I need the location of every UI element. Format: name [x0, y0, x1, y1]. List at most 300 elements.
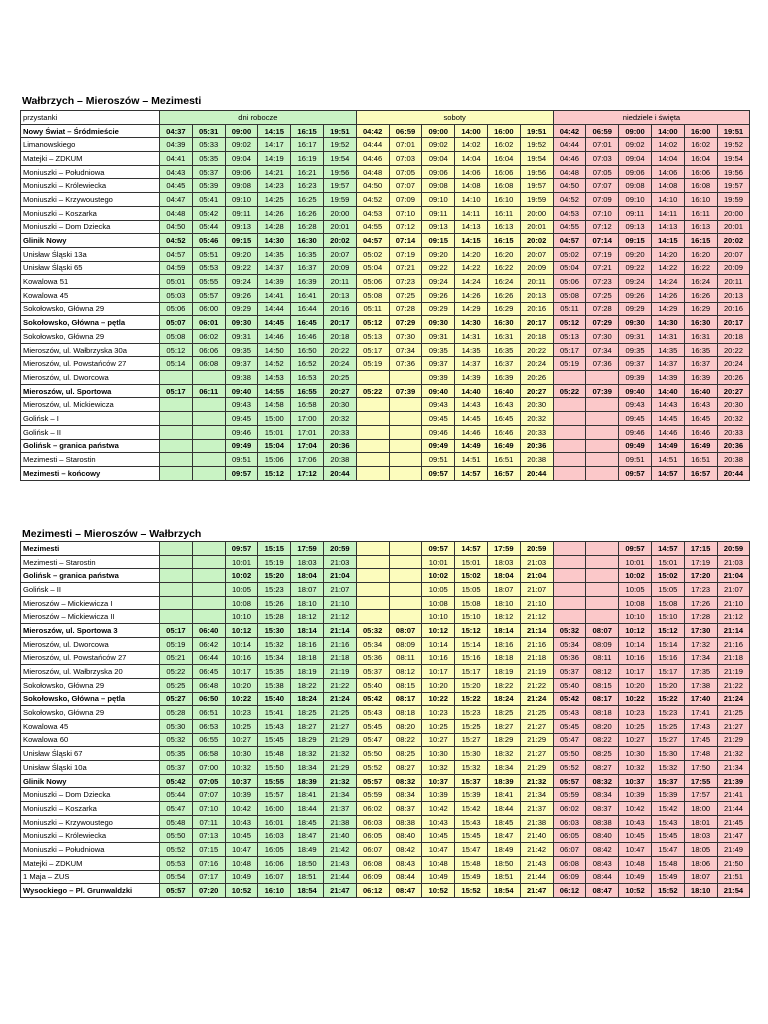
departure-time: 21:27	[717, 719, 750, 733]
departure-time: 10:23	[422, 706, 455, 720]
departure-time: 17:06	[291, 453, 324, 467]
departure-time: 19:54	[717, 152, 750, 166]
departure-time: 05:42	[160, 774, 193, 788]
departure-time	[160, 425, 193, 439]
departure-time: 18:05	[684, 843, 717, 857]
departure-time: 20:09	[520, 261, 553, 275]
departure-time: 21:44	[520, 870, 553, 884]
departure-time: 18:19	[291, 665, 324, 679]
table-row	[21, 555, 750, 569]
departure-time: 21:37	[323, 802, 356, 816]
departure-time: 14:30	[651, 316, 684, 330]
departure-time	[356, 453, 389, 467]
departure-time: 21:27	[520, 719, 553, 733]
departure-time: 07:28	[586, 302, 619, 316]
departure-time: 20:36	[520, 439, 553, 453]
departure-time: 15:06	[258, 453, 291, 467]
departure-time	[356, 425, 389, 439]
departure-time: 18:34	[487, 761, 520, 775]
departure-time: 04:48	[553, 165, 586, 179]
departure-time: 14:20	[651, 247, 684, 261]
departure-time: 05:57	[192, 288, 225, 302]
departure-time: 19:54	[520, 152, 553, 166]
departure-time: 21:19	[717, 665, 750, 679]
departure-time: 07:12	[389, 220, 422, 234]
departure-time: 08:37	[586, 802, 619, 816]
departure-time: 06:03	[553, 815, 586, 829]
departure-time: 04:46	[356, 152, 389, 166]
departure-time: 10:02	[619, 569, 652, 583]
departure-time: 10:16	[225, 651, 258, 665]
departure-time	[389, 610, 422, 624]
stop-name: Moniuszki – Dom Dziecka	[21, 788, 160, 802]
departure-time: 09:26	[422, 288, 455, 302]
departure-time: 16:10	[487, 193, 520, 207]
departure-time: 15:32	[455, 761, 488, 775]
departure-time: 08:42	[389, 843, 422, 857]
departure-time: 14:49	[455, 439, 488, 453]
departure-time: 05:04	[356, 261, 389, 275]
departure-time: 17:57	[684, 788, 717, 802]
departure-time: 16:00	[684, 124, 717, 138]
departure-time	[192, 596, 225, 610]
departure-time: 10:10	[619, 610, 652, 624]
departure-time: 07:07	[192, 788, 225, 802]
stop-name: Limanowskiego	[21, 138, 160, 152]
departure-time	[586, 583, 619, 597]
departure-time: 14:41	[258, 288, 291, 302]
departure-time: 15:39	[651, 788, 684, 802]
departure-time: 15:27	[455, 733, 488, 747]
stop-name: Mieroszów, ul. Powstańców 27	[21, 357, 160, 371]
departure-time: 19:57	[717, 179, 750, 193]
departure-time: 16:11	[487, 206, 520, 220]
departure-time: 18:51	[291, 870, 324, 884]
departure-time: 18:54	[291, 884, 324, 898]
departure-time: 15:38	[258, 678, 291, 692]
departure-time: 14:17	[258, 138, 291, 152]
departure-time: 20:32	[520, 412, 553, 426]
departure-time: 16:31	[487, 330, 520, 344]
departure-time: 05:17	[356, 343, 389, 357]
departure-time: 18:12	[487, 610, 520, 624]
departure-time: 07:07	[389, 179, 422, 193]
table-row	[21, 733, 750, 747]
departure-time: 15:48	[258, 747, 291, 761]
stop-name: Moniuszki – Dom Dziecka	[21, 220, 160, 234]
departure-time	[553, 398, 586, 412]
departure-time: 16:35	[684, 343, 717, 357]
departure-time: 15:23	[455, 706, 488, 720]
departure-time: 04:52	[553, 193, 586, 207]
departure-time: 15:16	[455, 651, 488, 665]
departure-time: 14:39	[258, 275, 291, 289]
departure-time: 16:35	[487, 343, 520, 357]
departure-time: 15:43	[455, 815, 488, 829]
departure-time: 05:22	[160, 665, 193, 679]
stop-name: Mezimesti – Starostin	[21, 555, 160, 569]
departure-time: 18:25	[487, 706, 520, 720]
departure-time: 16:26	[684, 288, 717, 302]
departure-time	[160, 453, 193, 467]
table-row	[21, 165, 750, 179]
departure-time: 14:22	[651, 261, 684, 275]
departure-time: 07:15	[192, 843, 225, 857]
departure-time: 09:46	[619, 425, 652, 439]
departure-time: 05:19	[553, 357, 586, 371]
departure-time: 10:01	[619, 555, 652, 569]
departure-time: 08:11	[586, 651, 619, 665]
departure-time: 08:43	[389, 856, 422, 870]
table-row	[21, 384, 750, 398]
departure-time	[553, 412, 586, 426]
departure-time: 04:52	[160, 234, 193, 248]
departure-time: 21:22	[520, 678, 553, 692]
departure-time: 09:57	[422, 466, 455, 480]
departure-time: 05:51	[192, 247, 225, 261]
departure-time: 18:18	[487, 651, 520, 665]
departure-time: 14:51	[455, 453, 488, 467]
departure-time: 15:30	[258, 624, 291, 638]
departure-time: 21:50	[717, 856, 750, 870]
departure-time: 05:22	[356, 384, 389, 398]
table-row	[21, 747, 750, 761]
departure-time: 15:17	[651, 665, 684, 679]
departure-time: 15:35	[258, 665, 291, 679]
departure-time: 08:38	[389, 815, 422, 829]
departure-time: 21:24	[323, 692, 356, 706]
departure-time	[356, 596, 389, 610]
departure-time: 07:10	[192, 802, 225, 816]
departure-time: 14:50	[258, 343, 291, 357]
departure-time: 10:27	[225, 733, 258, 747]
departure-time: 09:08	[225, 179, 258, 193]
departure-time: 10:05	[225, 583, 258, 597]
departure-time: 04:55	[356, 220, 389, 234]
departure-time: 05:11	[553, 302, 586, 316]
departure-time: 20:24	[717, 357, 750, 371]
departure-time: 10:39	[422, 788, 455, 802]
departure-time: 05:13	[553, 330, 586, 344]
stop-name: Mieroszów, ul. Wałbrzyska 20	[21, 665, 160, 679]
table-row	[21, 234, 750, 248]
departure-time: 05:44	[160, 788, 193, 802]
departure-time: 04:39	[160, 138, 193, 152]
departure-time: 18:50	[487, 856, 520, 870]
departure-time: 09:08	[619, 179, 652, 193]
departure-time: 10:02	[422, 569, 455, 583]
departure-time	[553, 583, 586, 597]
departure-time: 20:27	[520, 384, 553, 398]
departure-time: 05:37	[192, 165, 225, 179]
departure-time: 10:49	[225, 870, 258, 884]
departure-time: 10:22	[619, 692, 652, 706]
departure-time	[586, 439, 619, 453]
departure-time: 20:13	[717, 288, 750, 302]
departure-time: 05:34	[553, 637, 586, 651]
departure-time: 09:06	[619, 165, 652, 179]
departure-time: 10:22	[225, 692, 258, 706]
departure-time: 17:45	[684, 733, 717, 747]
departure-time: 18:41	[291, 788, 324, 802]
table-row	[21, 788, 750, 802]
departure-time: 04:42	[356, 124, 389, 138]
departure-time: 06:06	[192, 343, 225, 357]
departure-time: 14:52	[258, 357, 291, 371]
stop-name: Sokołowsko, Główna 29	[21, 678, 160, 692]
stop-name: Moniuszki – Krzywoustego	[21, 193, 160, 207]
stop-name: Mieroszów, ul. Dworcowa	[21, 637, 160, 651]
departure-time: 05:50	[553, 747, 586, 761]
departure-time: 19:51	[323, 124, 356, 138]
departure-time: 14:08	[651, 179, 684, 193]
departure-time: 15:22	[455, 692, 488, 706]
departure-time: 18:47	[291, 829, 324, 843]
departure-time: 08:07	[586, 624, 619, 638]
departure-time: 09:11	[619, 206, 652, 220]
departure-time: 20:17	[520, 316, 553, 330]
departure-time: 05:08	[160, 330, 193, 344]
departure-time: 20:32	[717, 412, 750, 426]
departure-time: 09:02	[225, 138, 258, 152]
departure-time: 18:01	[684, 815, 717, 829]
departure-time: 07:14	[586, 234, 619, 248]
departure-time	[586, 596, 619, 610]
departure-time: 05:36	[356, 651, 389, 665]
departure-time: 19:52	[520, 138, 553, 152]
departure-time: 21:18	[520, 651, 553, 665]
departure-time: 21:16	[323, 637, 356, 651]
departure-time: 18:03	[291, 555, 324, 569]
table-row	[21, 884, 750, 898]
departure-time: 18:32	[487, 747, 520, 761]
departure-time: 05:52	[553, 761, 586, 775]
departure-time: 04:59	[160, 261, 193, 275]
departure-time: 10:01	[225, 555, 258, 569]
departure-time	[160, 398, 193, 412]
departure-time: 14:28	[258, 220, 291, 234]
departure-time: 05:39	[192, 179, 225, 193]
departure-time	[586, 425, 619, 439]
departure-time: 16:29	[684, 302, 717, 316]
departure-time: 09:24	[422, 275, 455, 289]
departure-time: 10:52	[619, 884, 652, 898]
departure-time: 09:15	[422, 234, 455, 248]
table-row	[21, 583, 750, 597]
departure-time: 18:45	[291, 815, 324, 829]
departure-time: 05:59	[356, 788, 389, 802]
departure-time: 06:45	[192, 665, 225, 679]
departure-time: 09:26	[225, 288, 258, 302]
departure-time: 18:44	[487, 802, 520, 816]
departure-time: 04:57	[553, 234, 586, 248]
departure-time: 14:00	[651, 124, 684, 138]
departure-time: 15:52	[455, 884, 488, 898]
departure-time: 06:02	[356, 802, 389, 816]
departure-time: 07:36	[586, 357, 619, 371]
departure-time: 10:52	[422, 884, 455, 898]
departure-time: 16:37	[684, 357, 717, 371]
departure-time: 18:24	[291, 692, 324, 706]
departure-time: 16:03	[258, 829, 291, 843]
departure-time: 20:59	[717, 542, 750, 556]
departure-time: 10:42	[619, 802, 652, 816]
departure-time: 21:40	[323, 829, 356, 843]
table-row	[21, 316, 750, 330]
departure-time: 08:47	[389, 884, 422, 898]
departure-time: 14:21	[258, 165, 291, 179]
departure-time: 10:22	[422, 692, 455, 706]
departure-time: 10:20	[619, 678, 652, 692]
departure-time: 10:43	[422, 815, 455, 829]
departure-time: 18:29	[291, 733, 324, 747]
departure-time: 05:53	[160, 856, 193, 870]
departure-time: 07:10	[586, 206, 619, 220]
departure-time: 21:04	[520, 569, 553, 583]
departure-time: 08:11	[389, 651, 422, 665]
departure-time: 19:57	[520, 179, 553, 193]
stop-name: Matejki – ZDKUM	[21, 856, 160, 870]
departure-time	[553, 555, 586, 569]
departure-time: 05:37	[356, 665, 389, 679]
departure-time: 20:11	[717, 275, 750, 289]
departure-time	[586, 569, 619, 583]
departure-time: 15:49	[455, 870, 488, 884]
departure-time: 20:30	[717, 398, 750, 412]
departure-time: 15:37	[455, 774, 488, 788]
departure-time: 14:37	[455, 357, 488, 371]
departure-time: 21:47	[520, 884, 553, 898]
departure-time: 09:29	[225, 302, 258, 316]
departure-time: 16:43	[487, 398, 520, 412]
departure-time: 16:39	[291, 275, 324, 289]
stop-name: Mezimesti – końcowy	[21, 466, 160, 480]
departure-time: 20:00	[717, 206, 750, 220]
table-row	[21, 569, 750, 583]
departure-time: 09:51	[619, 453, 652, 467]
departure-time: 21:07	[323, 583, 356, 597]
departure-time: 04:47	[160, 193, 193, 207]
departure-time: 07:14	[389, 234, 422, 248]
departure-time: 06:42	[192, 637, 225, 651]
departure-time: 21:10	[520, 596, 553, 610]
departure-time: 15:45	[455, 829, 488, 843]
departure-time: 04:50	[553, 179, 586, 193]
departure-time: 20:01	[520, 220, 553, 234]
departure-time: 06:53	[192, 719, 225, 733]
departure-time: 15:20	[455, 678, 488, 692]
departure-time: 10:17	[619, 665, 652, 679]
departure-time: 08:15	[389, 678, 422, 692]
departure-time: 10:42	[225, 802, 258, 816]
departure-time: 10:43	[619, 815, 652, 829]
departure-time: 05:30	[160, 719, 193, 733]
departure-time: 18:10	[291, 596, 324, 610]
departure-time: 16:15	[487, 234, 520, 248]
departure-time: 20:11	[323, 275, 356, 289]
przystanki-header: przystanki	[21, 111, 160, 125]
departure-time: 08:44	[586, 870, 619, 884]
departure-time: 09:30	[225, 316, 258, 330]
departure-time: 05:01	[160, 275, 193, 289]
departure-time: 05:03	[160, 288, 193, 302]
departure-time: 18:41	[487, 788, 520, 802]
departure-time: 20:07	[717, 247, 750, 261]
departure-time: 18:03	[684, 829, 717, 843]
departure-time: 17:59	[487, 542, 520, 556]
departure-time: 08:17	[389, 692, 422, 706]
stop-name: Kowalowa 45	[21, 288, 160, 302]
departure-time: 21:34	[520, 788, 553, 802]
departure-time: 10:48	[422, 856, 455, 870]
departure-time: 05:52	[160, 843, 193, 857]
departure-time: 09:13	[422, 220, 455, 234]
departure-time: 09:22	[619, 261, 652, 275]
departure-time: 20:07	[323, 247, 356, 261]
table-row	[21, 665, 750, 679]
departure-time: 10:48	[225, 856, 258, 870]
departure-time: 21:16	[717, 637, 750, 651]
header-weekdays: dni robocze	[160, 111, 357, 125]
departure-time: 18:16	[291, 637, 324, 651]
table-row	[21, 651, 750, 665]
departure-time: 04:50	[356, 179, 389, 193]
departure-time: 07:05	[389, 165, 422, 179]
departure-time: 10:08	[225, 596, 258, 610]
departure-time: 20:44	[323, 466, 356, 480]
departure-time: 17:32	[684, 637, 717, 651]
departure-time: 17:04	[291, 439, 324, 453]
departure-time	[356, 371, 389, 385]
departure-time: 15:28	[258, 610, 291, 624]
departure-time: 07:19	[586, 247, 619, 261]
departure-time: 05:11	[356, 302, 389, 316]
departure-time: 06:05	[356, 829, 389, 843]
departure-time: 21:25	[323, 706, 356, 720]
departure-time: 05:12	[356, 316, 389, 330]
departure-time: 09:43	[225, 398, 258, 412]
departure-time: 20:01	[323, 220, 356, 234]
table-row	[21, 398, 750, 412]
table-row	[21, 302, 750, 316]
departure-time: 18:22	[487, 678, 520, 692]
departure-time: 06:02	[192, 330, 225, 344]
departure-time: 10:30	[619, 747, 652, 761]
departure-time: 14:26	[258, 206, 291, 220]
departure-time: 10:49	[422, 870, 455, 884]
departure-time: 08:12	[389, 665, 422, 679]
departure-time: 16:06	[258, 856, 291, 870]
departure-time: 21:47	[323, 884, 356, 898]
departure-time: 09:43	[422, 398, 455, 412]
stop-name: Mieroszów, ul. Sportowa 3	[21, 624, 160, 638]
departure-time: 17:19	[684, 555, 717, 569]
departure-time: 10:42	[422, 802, 455, 816]
departure-time: 16:37	[487, 357, 520, 371]
departure-time: 15:05	[651, 583, 684, 597]
departure-time: 05:43	[553, 706, 586, 720]
departure-time: 09:51	[225, 453, 258, 467]
departure-time: 05:21	[160, 651, 193, 665]
departure-time: 06:00	[192, 302, 225, 316]
departure-time: 15:45	[258, 733, 291, 747]
departure-time: 20:18	[717, 330, 750, 344]
departure-time	[192, 412, 225, 426]
departure-time: 07:03	[586, 152, 619, 166]
departure-time: 09:39	[619, 371, 652, 385]
departure-time	[356, 412, 389, 426]
departure-time: 20:02	[717, 234, 750, 248]
